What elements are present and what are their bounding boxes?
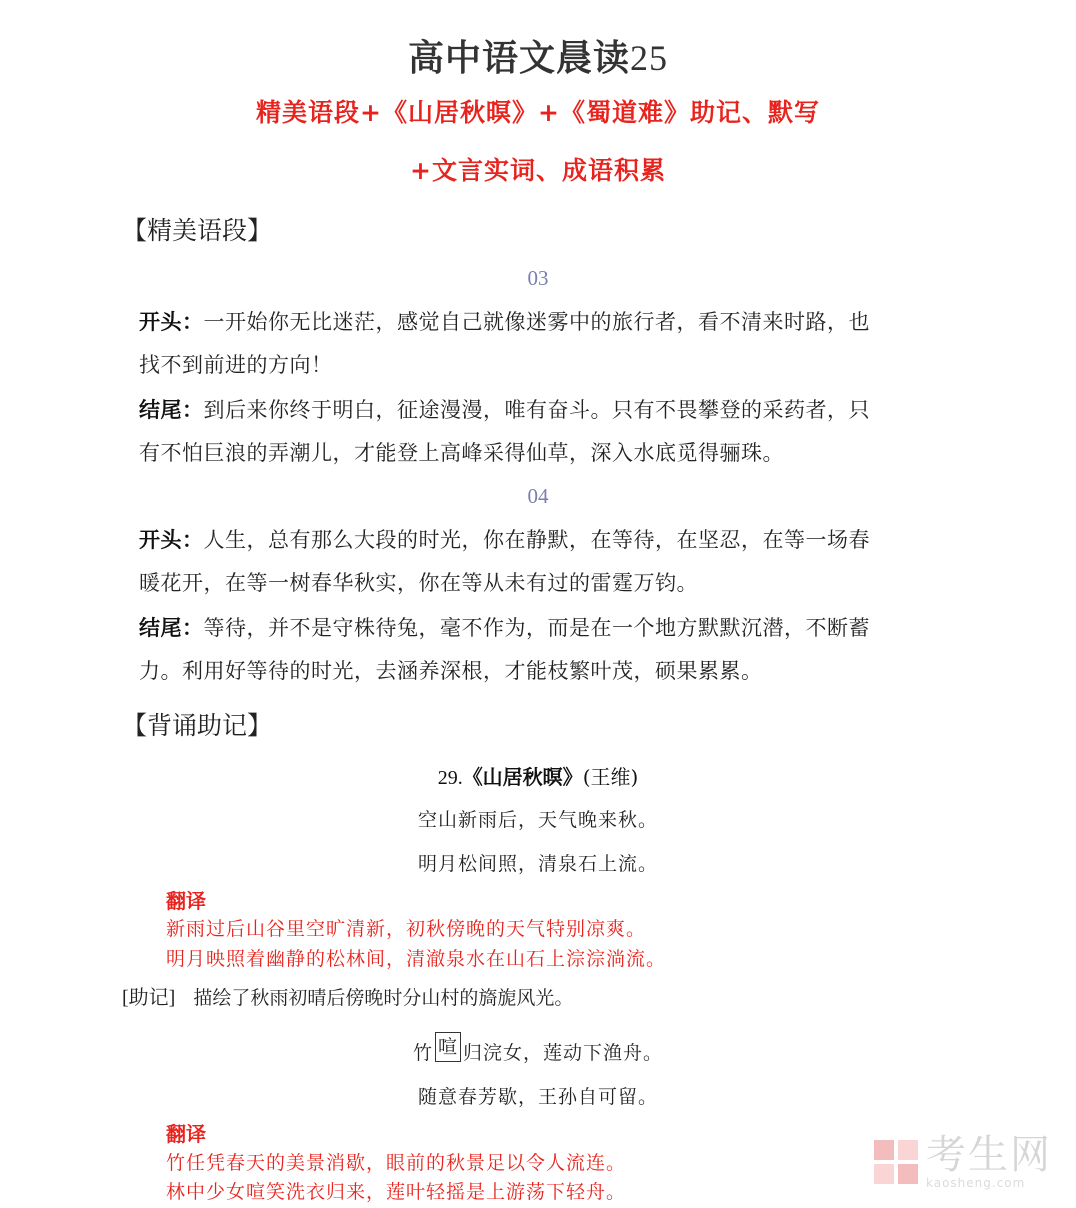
- subtitle-line-2: +文言实词、成语积累: [410, 156, 666, 185]
- mnemonic-label: [助记]: [122, 987, 176, 1009]
- poem-line-rest: 归浣女，莲动下渔舟。: [463, 1042, 664, 1064]
- poem-name: 《山居秋暝》: [462, 765, 583, 789]
- poem-line: 明月松间照，清泉石上流。: [417, 853, 658, 875]
- opening-text-line2: 找不到前进的方向！: [139, 353, 333, 377]
- ending-text-line1: 等待，并不是守株待兔，毫不作为，而是在一个地方默默沉潜，不断蓄: [203, 616, 870, 640]
- opening-text-line1: 一开始你无比迷茫，感觉自己就像迷雾中的旅行者，看不清来时路，也: [203, 310, 870, 334]
- watermark: [872, 1134, 1052, 1190]
- page-title: [0, 30, 1076, 81]
- ending-label: 结尾：: [139, 615, 204, 640]
- subtitle-line-1: 精美语段+《山居秋暝》+《蜀道难》助记、默写: [256, 98, 820, 127]
- poem-line: [0, 1038, 1076, 1068]
- poem-author: (王维): [582, 765, 639, 789]
- ending-text-line1: 到后来你终于明白，征途漫漫，唯有奋斗。只有不畏攀登的采药者，只: [203, 398, 870, 422]
- excerpt-number: 04: [527, 484, 549, 508]
- watermark-text: 考生网: [926, 1132, 1052, 1178]
- poem-line: 空山新雨后，天气晚来秋。: [417, 809, 658, 831]
- translation-label: 翻译: [166, 889, 206, 913]
- translation-line: 竹任凭春天的美景消歇，眼前的秋景足以令人流连。: [166, 1152, 627, 1174]
- translation-line: 林中少女喧笑洗衣归来，莲叶轻摇是上游荡下轻舟。: [166, 1181, 627, 1203]
- section-heading-recitation: 【背诵助记】: [122, 711, 273, 740]
- opening-label: 开头：: [139, 309, 204, 334]
- ending-text-line2: 力。利用好等待的时光，去涵养深根，才能枝繁叶茂，硕果累累。: [139, 659, 763, 683]
- ending-label: 结尾：: [139, 397, 204, 422]
- highlighted-character: 喧: [435, 1032, 461, 1062]
- poem-line: 随意春芳歇，王孙自可留。: [417, 1086, 658, 1108]
- mnemonic-text: 描绘了秋雨初晴后傍晚时分山村的旖旎风光。: [193, 987, 574, 1009]
- watermark-logo-icon: [872, 1138, 920, 1186]
- title-number: 25: [630, 38, 668, 78]
- excerpt-number: 03: [527, 266, 549, 290]
- opening-text-line2: 暖花开，在等一树春华秋实，你在等从未有过的雷霆万钧。: [139, 571, 698, 595]
- mnemonic: [122, 981, 573, 1010]
- ending-text-line2: 有不怕巨浪的弄潮儿，才能登上高峰采得仙草，深入水底觅得骊珠。: [139, 441, 784, 465]
- poem-title: [0, 761, 1076, 790]
- translation-line: 明月映照着幽静的松林间，清澈泉水在山石上淙淙淌流。: [166, 948, 667, 970]
- translation-line: 新雨过后山谷里空旷清新，初秋傍晚的天气特别凉爽。: [166, 918, 647, 940]
- excerpt-opening: [139, 300, 939, 387]
- excerpt-ending: [139, 388, 939, 475]
- poem-number: 29.: [437, 767, 463, 789]
- opening-text-line1: 人生，总有那么大段的时光，你在静默，在等待，在坚忍，在等一场春: [203, 528, 870, 552]
- watermark-url: kaosheng.com: [926, 1176, 1026, 1190]
- title-text: 高中语文晨读: [407, 37, 630, 79]
- excerpt-ending: [139, 606, 939, 693]
- section-heading-excerpts: 【精美语段】: [122, 216, 273, 245]
- poem-line-start: 竹: [412, 1042, 433, 1064]
- opening-label: 开头：: [139, 527, 204, 552]
- translation-label: 翻译: [166, 1122, 206, 1146]
- excerpt-opening: [139, 518, 939, 605]
